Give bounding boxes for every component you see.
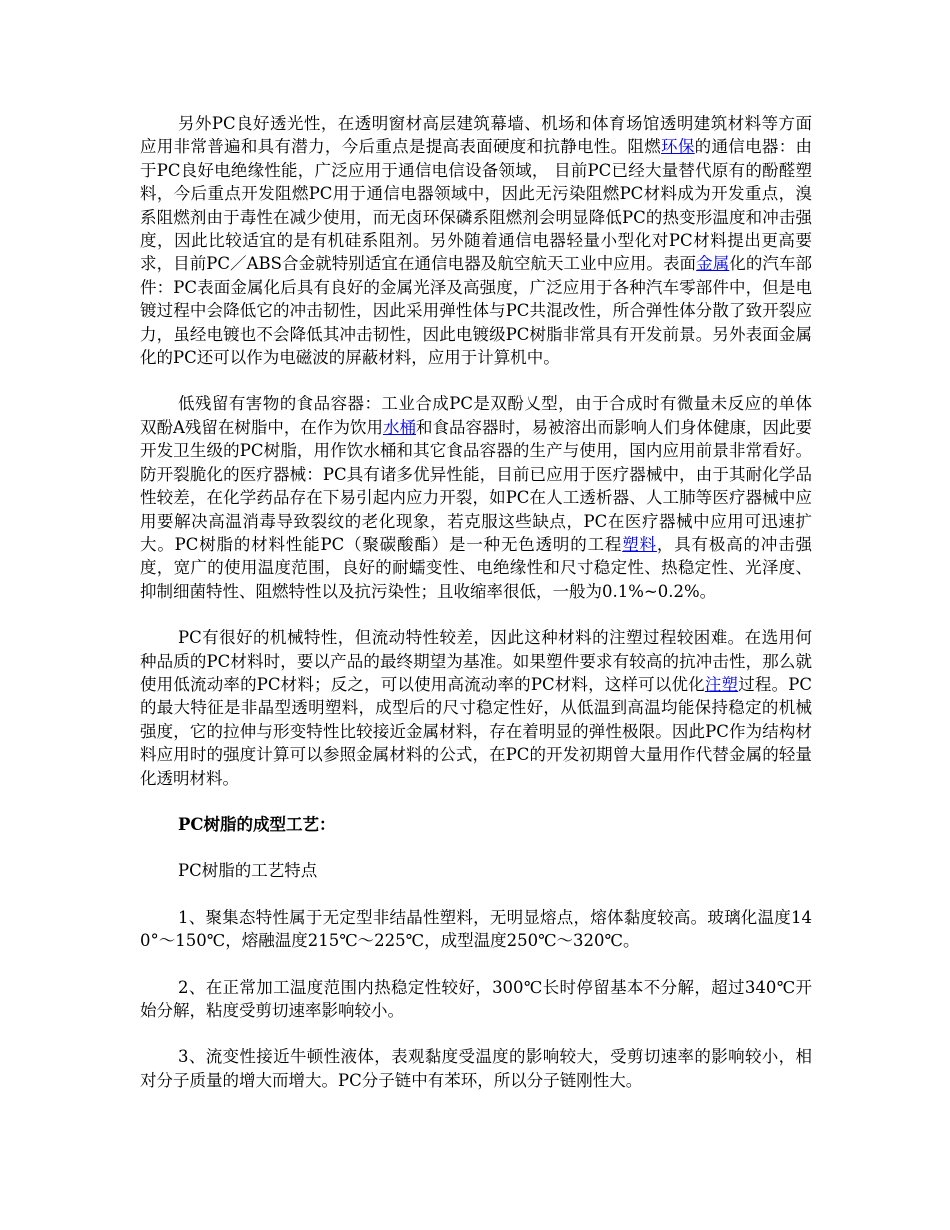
text-run: 过程。PC的最大特征是非晶型透明塑料，成型后的尺寸稳定性好，从低温到高温均能保持稳定的机械强度，它的拉伸与形变特性比较接近金属材料，存在着明显的弹性极限。因此PC作为结构材料应用时的强度计算可以参照金属材料的公式，在PC的开发初期曾大量用作代替金属的轻量化透明材料。 xyxy=(140,674,812,788)
text-run: 化的汽车部件：PC表面金属化后具有良好的金属光泽及高强度，广泛应用于各种汽车零部件中，但是电镀过程中会降低它的冲击韧性，因此采用弹性体与PC共混改性，所合弹性体分散了致开裂应力，虽经电镀也不会降低其冲击韧性，因此电镀级PC树脂非常具有开发前景。另外表面金属化的PC还可以作为电磁波的屏蔽材料，应用于计算机中。 xyxy=(140,254,813,368)
paragraph-mechanical-properties xyxy=(140,626,812,790)
text-run: 和食品容器时，易被溶出而影响人们身体健康，因此要开发卫生级的PC树脂，用作饮水桶和其它食品容器的生产与使用，国内应用前景非常看好。防开裂脆化的医疗器械：PC具有诸多优异性能，目前已应用于医疗器械中，由于其耐化学品性较差，在化学药品存在下易引起内应力开裂，如PC在人工透析器、人工肺等医疗器械中应用要解决高温消毒导致裂纹的老化现象，若克服这些缺点，PC在医疗器械中应用可迅速扩大。PC树脂的材料性能PC（聚碳酸酯）是一种无色透明的工程 xyxy=(140,417,813,554)
inline-link[interactable]: 注塑 xyxy=(704,674,739,694)
list-item-thermal-stability: 2、在正常加工温度范围内热稳定性较好，300℃长时停留基本不分解，超过340℃开始分解，粘度受剪切速率影响较小。 xyxy=(140,977,812,1020)
text-run: 另外PC良好透光性，在透明窗材高层建筑幕墙、机场和体育场馆透明建筑材料等方面应用非常普遍和具有潜力，今后重点是提高表面硬度和抗静电性。阻燃 xyxy=(140,114,812,157)
paragraph-food-medical-applications xyxy=(140,392,812,603)
list-item-aggregation-state: 1、聚集态特性属于无定型非结晶性塑料，无明显熔点，熔体黏度较高。玻璃化温度140°～150℃，熔融温度215℃～225℃，成型温度250℃～320℃。 xyxy=(140,907,812,951)
document-page xyxy=(140,112,812,1115)
text-run: 的通信电器：由于PC良好电绝缘性能，广泛应用于通信电信设备领域， 目前PC已经大量替代原有的酚醛塑料，今后重点开发阻燃PC用于通信电器领域中，因此无污染阻燃PC材料成为开发重点，溴系阻燃剂由于毒性在减少使用，而无卤环保磷系阻燃剂会明显降低PC的热变形温度和冲击强度，因此比较适宜的是有机硅系阻剂。另外随着通信电器轻量小型化对PC材料提出更高要求，目前PC／ABS合金就特别适宜在通信电器及航空航天工业中应用。表面 xyxy=(140,137,813,274)
inline-link[interactable]: 金属 xyxy=(696,254,730,274)
section-heading-molding-process: PC树脂的成型工艺： xyxy=(178,814,336,834)
text-run: PC有很好的机械特性，但流动特性较差，因此这种材料的注塑过程较困难。在选用何种品质的PC材料时，要以产品的最终期望为基准。如果塑件要求有较高的抗冲击性，那么就使用低流动率的PC材料；反之，可以使用高流动率的PC材料，这样可以优化 xyxy=(140,628,812,694)
paragraph-transparency-applications xyxy=(140,112,812,369)
text-run: ，具有极高的冲击强度，宽广的使用温度范围，良好的耐蠕变性、电绝缘性和尺寸稳定性、热稳定性、光泽度、抑制细菌特性、阻燃特性以及抗污染性；且收缩率很低，一般为0.1%~0.2%。 xyxy=(140,534,812,601)
subheading-process-characteristics: PC树脂的工艺特点 xyxy=(178,861,318,881)
text-run: 低残留有害物的食品容器：工业合成PC是双酚乂型，由于合成时有微量未反应的单体双酚A残留在树脂中，在作为饮用 xyxy=(140,394,812,437)
inline-link[interactable]: 水桶 xyxy=(382,417,416,437)
inline-link[interactable]: 环保 xyxy=(661,137,695,157)
inline-link[interactable]: 塑料 xyxy=(622,534,657,554)
list-item-rheology: 3、流变性接近牛顿性液体，表观黏度受温度的影响较大，受剪切速率的影响较小，相对分子质量的增大而增大。PC分子链中有苯环，所以分子链刚性大。 xyxy=(140,1047,812,1090)
